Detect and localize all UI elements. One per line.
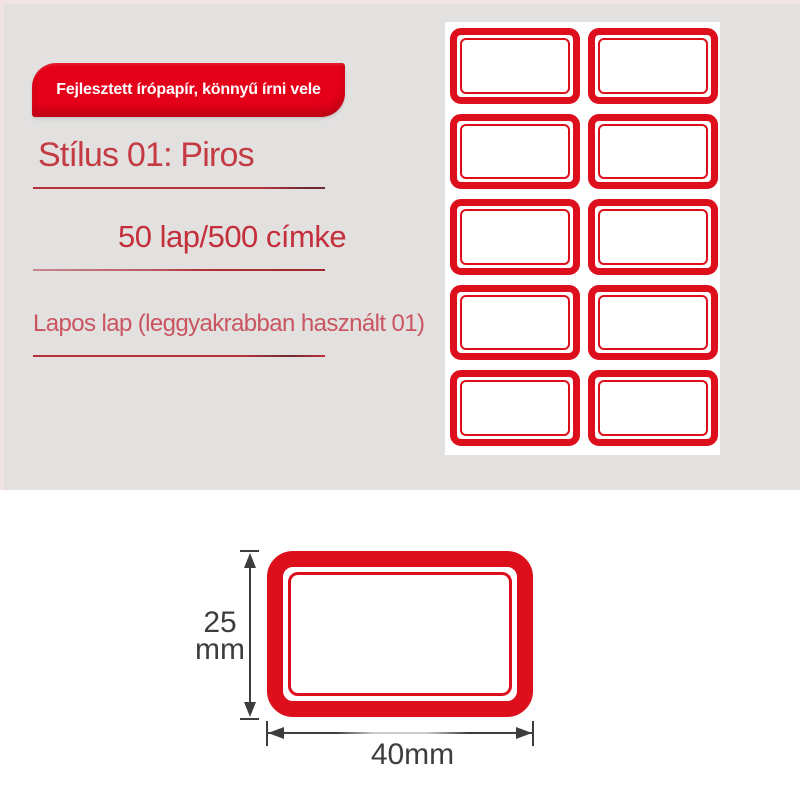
label-cell	[588, 28, 718, 104]
panel-left-edge	[0, 0, 4, 490]
label-cell-inner-border	[598, 209, 708, 265]
height-unit-label: mm	[195, 633, 245, 666]
label-sheet	[445, 22, 720, 455]
label-cell-inner-border	[460, 295, 570, 351]
height-dimension-tick	[240, 718, 259, 720]
note-text: Lapos lap (leggyakrabban használt 01)	[33, 310, 425, 337]
label-cell	[588, 114, 718, 190]
feature-banner-text: Fejlesztett írópapír, könnyű írni vele	[56, 81, 321, 98]
divider-line	[33, 269, 325, 271]
label-cell-inner-border	[598, 38, 708, 94]
label-cell	[450, 199, 580, 275]
label-cell	[450, 285, 580, 361]
label-cell-inner-border	[598, 124, 708, 180]
divider-line	[33, 187, 325, 189]
label-cell	[588, 285, 718, 361]
label-cell-inner-border	[598, 295, 708, 351]
label-cell-inner-border	[460, 124, 570, 180]
sheet-count-text: 50 lap/500 címke	[118, 219, 347, 254]
label-cell-inner-border	[460, 209, 570, 265]
label-cell	[450, 28, 580, 104]
divider-line	[33, 355, 325, 357]
arrow-right-icon	[516, 727, 532, 739]
panel-top-edge	[0, 0, 800, 4]
diagram-label	[267, 551, 533, 717]
width-dimension-tick	[532, 721, 534, 746]
label-cell	[588, 370, 718, 446]
label-cell-inner-border	[598, 380, 708, 436]
feature-banner	[32, 63, 345, 117]
label-cell-inner-border	[460, 380, 570, 436]
diagram-label-inner-border	[288, 572, 512, 696]
label-cell	[450, 370, 580, 446]
height-value-label: 25	[203, 606, 237, 639]
label-cell	[450, 114, 580, 190]
arrow-down-icon	[244, 702, 256, 717]
style-title: Stílus 01: Piros	[38, 136, 254, 174]
arrow-up-icon	[244, 553, 256, 568]
label-cell	[588, 199, 718, 275]
width-dimension-line	[268, 732, 532, 734]
label-cell-inner-border	[460, 38, 570, 94]
height-dimension-tick	[240, 550, 259, 552]
width-value-label: 40mm	[370, 738, 455, 771]
arrow-left-icon	[268, 727, 284, 739]
